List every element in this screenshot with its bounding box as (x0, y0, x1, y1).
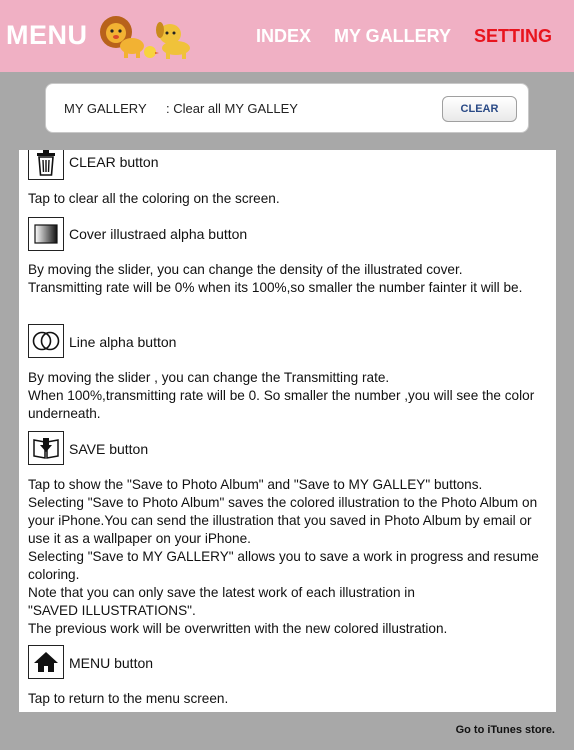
line-alpha-description: By moving the slider , you can change the Transmitting rate. When 100%,transmitting rate will be 0. So smaller the number ,you will see the color underneath. (28, 370, 535, 421)
menu-title[interactable]: MENU (6, 20, 88, 50)
save-description: Tap to show the "Save to Photo Album" and "Save to MY GALLEY" buttons. Selecting "Save to Photo Album" saves the colored illustration to the Photo Album on your iPhone.You can send the illustration that you saved in Photo Album by email or use it as a wallpaper on your iPhone. Selecting "Save to MY GALLERY" allows you to save a work in progress and resume coloring. Note that you can only save the latest work of each illustration in "SAVED ILLUSTRATIONS". The previous work will be overwritten with the new colored illustration. (28, 477, 539, 636)
clear-gallery-button[interactable]: CLEAR (442, 96, 517, 122)
cover-alpha-title: Cover illustraed alpha button (69, 226, 248, 242)
top-navigation-bar (0, 0, 574, 72)
itunes-store-link[interactable]: Go to iTunes store. (455, 724, 555, 736)
clear-button-title: CLEAR button (69, 154, 159, 170)
menu-button-description: Tap to return to the menu screen. (28, 691, 229, 706)
my-gallery-label: MY GALLERY (64, 101, 147, 116)
gradient-square-icon (28, 217, 64, 251)
nav-setting[interactable]: SETTING (474, 26, 553, 46)
line-alpha-title: Line alpha button (69, 334, 177, 350)
my-gallery-panel (45, 83, 529, 133)
help-content-panel[interactable] (19, 150, 556, 712)
home-icon (28, 645, 64, 679)
cover-alpha-description: By moving the slider, you can change the density of the illustrated cover. Transmitting rate will be 0% when its 100%,so smaller the number fainter it will be. (28, 262, 523, 295)
trash-icon (28, 150, 64, 180)
my-gallery-description: : Clear all MY GALLEY (166, 101, 298, 116)
mascot-animals-icon (96, 12, 196, 62)
save-book-icon (28, 431, 64, 465)
overlapping-circles-icon (28, 324, 64, 358)
nav-my-gallery[interactable]: MY GALLERY (334, 26, 452, 46)
nav-index[interactable]: INDEX (256, 26, 312, 46)
menu-button-title: MENU button (69, 655, 154, 671)
save-title: SAVE button (69, 441, 149, 457)
clear-button-description: Tap to clear all the coloring on the screen. (28, 191, 280, 206)
